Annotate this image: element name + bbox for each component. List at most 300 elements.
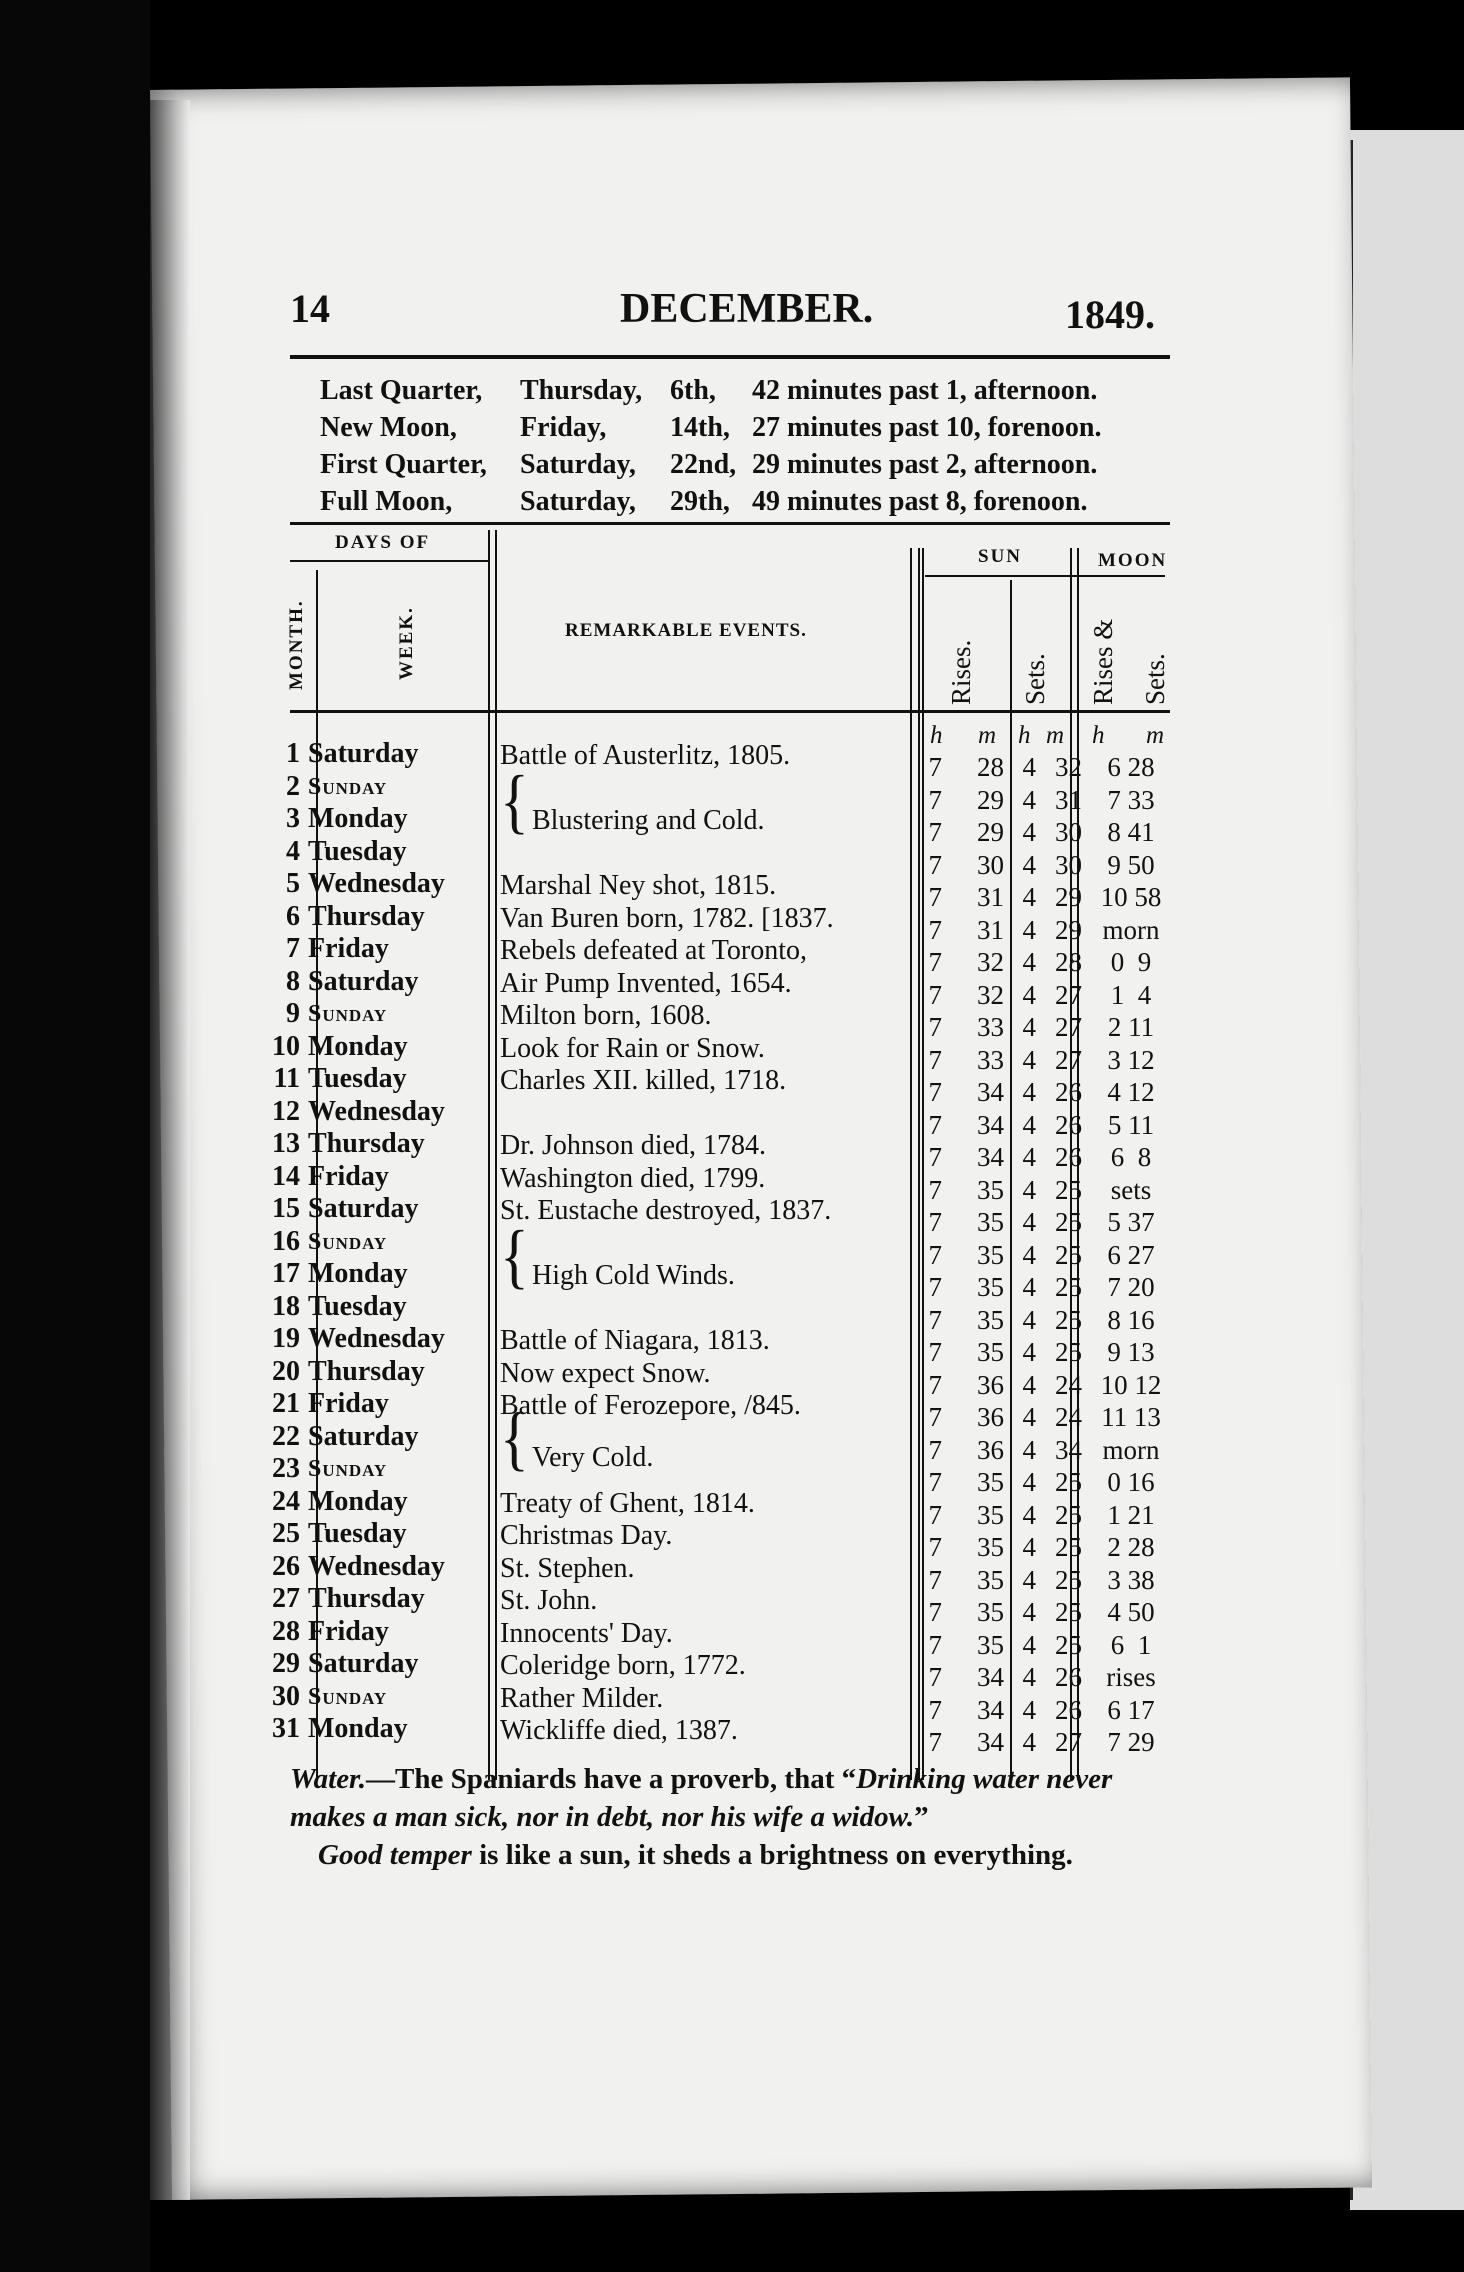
moon-rises-heading: Rises & bbox=[1088, 618, 1118, 705]
moon-phase-phase: First Quarter, bbox=[320, 449, 487, 480]
header-rule bbox=[290, 355, 1170, 359]
moon-time: 5 37 bbox=[1107, 1207, 1155, 1237]
day-of-week: Tuesday bbox=[308, 1063, 407, 1094]
sunset-hour: 4 bbox=[1022, 1369, 1036, 1400]
event-text: Coleridge born, 1772. bbox=[500, 1650, 746, 1681]
sunrise-minute: 32 bbox=[977, 979, 1004, 1010]
day-of-month: 8 bbox=[286, 965, 300, 997]
sunset-minute: 25 bbox=[1055, 1597, 1082, 1627]
sunset-hour: 4 bbox=[1022, 1304, 1036, 1335]
water-text: —The Spaniards have a proverb, that “ bbox=[366, 1763, 857, 1795]
temper-text: is like a sun, it sheds a brightness on everything. bbox=[471, 1839, 1073, 1871]
temper-note bbox=[290, 1836, 1170, 1874]
day-of-month: 26 bbox=[272, 1550, 300, 1582]
moon-phase-day: Thursday, bbox=[520, 375, 643, 406]
sunset-hour: 4 bbox=[1022, 1337, 1036, 1367]
sunrise-hour: 7 bbox=[928, 1727, 942, 1757]
sunset-hour: 4 bbox=[1022, 1142, 1036, 1172]
water-title: Water. bbox=[290, 1763, 366, 1795]
sunset-hour: 4 bbox=[1022, 1694, 1036, 1725]
event-text: Treaty of Ghent, 1814. bbox=[500, 1487, 755, 1519]
sunset-hour: 4 bbox=[1022, 979, 1036, 1010]
sunrise-hour: 7 bbox=[928, 752, 942, 782]
sunrise-minute: 35 bbox=[977, 1337, 1004, 1367]
sunset-hour: 4 bbox=[1022, 849, 1036, 880]
sunset-minute: 29 bbox=[1055, 914, 1082, 945]
sunset-hour: 4 bbox=[1022, 1012, 1036, 1042]
sunset-minute: 29 bbox=[1055, 882, 1082, 912]
sunrise-hour: 7 bbox=[928, 1174, 942, 1205]
moon-time: 8 16 bbox=[1107, 1304, 1155, 1335]
moon-time: 6 1 bbox=[1110, 1629, 1152, 1660]
sunrise-minute: 35 bbox=[977, 1207, 1004, 1237]
moon-time: 3 38 bbox=[1107, 1564, 1155, 1595]
moon-phase-time: 29 minutes past 2, afternoon. bbox=[752, 449, 1098, 480]
day-of-month: 21 bbox=[272, 1388, 300, 1419]
sun-heading: SUN bbox=[978, 546, 1023, 567]
day-of-week: Tuesday bbox=[308, 1290, 407, 1322]
sunset-minute: 26 bbox=[1055, 1694, 1082, 1725]
water-quote-end: ” bbox=[914, 1801, 929, 1833]
day-of-month: 18 bbox=[272, 1290, 300, 1322]
moon-time: 10 12 bbox=[1100, 1369, 1162, 1400]
sunrise-minute: 35 bbox=[977, 1467, 1004, 1497]
sunrise-hour: 7 bbox=[928, 849, 942, 880]
day-of-month: 11 bbox=[273, 1063, 300, 1094]
sunset-heading: Sets. bbox=[1020, 653, 1050, 705]
event-text: Very Cold. bbox=[532, 1442, 654, 1473]
moon-phase-row bbox=[320, 372, 1190, 409]
day-of-month: 3 bbox=[286, 803, 300, 834]
moon-m-unit: m bbox=[1146, 722, 1165, 749]
day-of-month: 30 bbox=[272, 1680, 300, 1712]
sunset-minute: 25 bbox=[1055, 1304, 1082, 1335]
sunrise-m-unit: m bbox=[978, 722, 997, 749]
moon-phase-time: 49 minutes past 8, forenoon. bbox=[752, 486, 1088, 517]
moon-phase-date: 14th, bbox=[670, 412, 730, 443]
sunrise-hour: 7 bbox=[928, 1077, 942, 1107]
event-text: Battle of Ferozepore, /845. bbox=[500, 1390, 801, 1421]
sunrise-hour: 7 bbox=[928, 1109, 942, 1140]
sunset-hour: 4 bbox=[1022, 1727, 1036, 1757]
moon-phases bbox=[320, 372, 1190, 520]
moon-time: 9 13 bbox=[1107, 1337, 1155, 1367]
moon-heading: MOON bbox=[1098, 550, 1168, 571]
moon-phase-date: 6th, bbox=[670, 375, 716, 406]
sunset-minute: 25 bbox=[1055, 1564, 1082, 1595]
moon-phase-row bbox=[320, 446, 1190, 483]
sunrise-hour: 7 bbox=[928, 784, 942, 815]
sunrise-hour: 7 bbox=[928, 914, 942, 945]
moon-time: 6 8 bbox=[1110, 1142, 1152, 1172]
brace-mark: { bbox=[500, 761, 529, 841]
event-text: Air Pump Invented, 1654. bbox=[500, 967, 792, 999]
sunset-minute: 25 bbox=[1055, 1532, 1082, 1562]
sunset-hour: 4 bbox=[1022, 1662, 1036, 1692]
moon-phase-time: 42 minutes past 1, afternoon. bbox=[752, 375, 1098, 406]
water-quote: Drinking water never makes a man sick, nor in debt, nor his wife a widow. bbox=[290, 1763, 1113, 1833]
moon-phase-day: Saturday, bbox=[520, 486, 636, 517]
sunrise-minute: 31 bbox=[977, 882, 1004, 912]
day-of-month: 2 bbox=[286, 770, 300, 802]
sunrise-minute: 35 bbox=[977, 1304, 1004, 1335]
sunrise-hour: 7 bbox=[928, 979, 942, 1010]
moon-phase-date: 29th, bbox=[670, 486, 730, 517]
event-text: Now expect Snow. bbox=[500, 1357, 711, 1389]
sunset-hour: 4 bbox=[1022, 1044, 1036, 1075]
moon-time: 7 33 bbox=[1107, 784, 1155, 815]
sunset-hour: 4 bbox=[1022, 1434, 1036, 1465]
sunset-hour: 4 bbox=[1022, 1272, 1036, 1302]
event-text: Blustering and Cold. bbox=[532, 805, 765, 836]
brace-mark: { bbox=[500, 1398, 529, 1478]
day-of-month: 20 bbox=[272, 1355, 300, 1387]
days-of-heading: DAYS OF bbox=[335, 532, 431, 553]
sunrise-minute: 33 bbox=[977, 1044, 1004, 1075]
sunrise-minute: 35 bbox=[977, 1272, 1004, 1302]
event-text: St. Eustache destroyed, 1837. bbox=[500, 1195, 832, 1226]
sunrise-minute: 29 bbox=[977, 817, 1004, 847]
event-text: Van Buren born, 1782. [1837. bbox=[500, 902, 834, 934]
sunrise-minute: 35 bbox=[977, 1532, 1004, 1562]
day-of-week: Wednesday bbox=[308, 1550, 445, 1582]
sunset-minute: 25 bbox=[1055, 1239, 1082, 1270]
day-of-month: 9 bbox=[286, 998, 300, 1029]
moon-phase-day: Saturday, bbox=[520, 449, 636, 480]
sunrise-hour: 7 bbox=[928, 1662, 942, 1692]
day-of-month: 16 bbox=[272, 1225, 300, 1257]
event-text: Wickliffe died, 1387. bbox=[500, 1715, 738, 1746]
brace-mark: { bbox=[500, 1216, 529, 1296]
sunset-minute: 25 bbox=[1055, 1207, 1082, 1237]
day-of-month: 15 bbox=[272, 1193, 300, 1224]
week-col-line-1 bbox=[488, 530, 490, 1780]
sunrise-hour: 7 bbox=[928, 1564, 942, 1595]
event-text: Battle of Niagara, 1813. bbox=[500, 1325, 770, 1356]
moon-time: 10 58 bbox=[1100, 882, 1162, 912]
sunrise-hour: 7 bbox=[928, 1142, 942, 1172]
sunset-hour: 4 bbox=[1022, 882, 1036, 912]
sunrise-minute: 30 bbox=[977, 849, 1004, 880]
day-of-month: 4 bbox=[286, 835, 300, 867]
sunset-minute: 30 bbox=[1055, 849, 1082, 880]
moon-time: 4 50 bbox=[1107, 1597, 1155, 1627]
event-text: Christmas Day. bbox=[500, 1520, 673, 1551]
sunset-hour: 4 bbox=[1022, 914, 1036, 945]
moon-time: 1 21 bbox=[1107, 1499, 1155, 1530]
day-of-week: Thursday bbox=[308, 1583, 425, 1614]
moon-time: 0 16 bbox=[1107, 1467, 1155, 1497]
day-of-month: 27 bbox=[272, 1583, 300, 1614]
day-of-week: Monday bbox=[308, 803, 408, 834]
day-of-week: Sunday bbox=[308, 1456, 388, 1482]
sunset-hour: 4 bbox=[1022, 1629, 1036, 1660]
moon-time: 11 13 bbox=[1101, 1402, 1161, 1432]
sunset-minute: 26 bbox=[1055, 1142, 1082, 1172]
event-text: Innocents' Day. bbox=[500, 1617, 673, 1649]
sunset-minute: 25 bbox=[1055, 1629, 1082, 1660]
day-of-week: Wednesday bbox=[308, 868, 445, 899]
day-of-week: Friday bbox=[308, 1615, 389, 1647]
moon-phase-phase: Full Moon, bbox=[320, 486, 453, 517]
sunset-hour: 4 bbox=[1022, 817, 1036, 847]
sunrise-hour: 7 bbox=[928, 1532, 942, 1562]
moon-time: 2 11 bbox=[1107, 1012, 1155, 1042]
event-text: Milton born, 1608. bbox=[500, 1000, 712, 1031]
day-of-month: 6 bbox=[286, 900, 300, 932]
moon-time: 7 29 bbox=[1107, 1727, 1155, 1757]
year: 1849. bbox=[1065, 292, 1155, 337]
day-of-week: Saturday bbox=[308, 1193, 419, 1224]
days-of-rule bbox=[290, 560, 490, 562]
day-of-month: 24 bbox=[272, 1485, 300, 1517]
moon-phase-row bbox=[320, 409, 1190, 446]
table-head-rule bbox=[290, 710, 1170, 713]
moon-time: 7 20 bbox=[1107, 1272, 1155, 1302]
sunrise-minute: 35 bbox=[977, 1239, 1004, 1270]
sunrise-minute: 34 bbox=[977, 1662, 1004, 1692]
day-of-week: Sunday bbox=[308, 773, 388, 800]
sunset-hour: 4 bbox=[1022, 784, 1036, 815]
sunset-hour: 4 bbox=[1022, 947, 1036, 977]
event-text: Rebels defeated at Toronto, bbox=[500, 935, 807, 966]
sunrise-hour: 7 bbox=[928, 817, 942, 847]
sunrise-hour: 7 bbox=[928, 1012, 942, 1042]
day-of-month: 31 bbox=[272, 1713, 300, 1744]
day-of-week: Monday bbox=[308, 1713, 408, 1744]
moon-phase-time: 27 minutes past 10, forenoon. bbox=[752, 412, 1102, 443]
sunset-hour: 4 bbox=[1022, 1174, 1036, 1205]
sunset-hour: 4 bbox=[1022, 1499, 1036, 1530]
moon-time: 9 50 bbox=[1107, 849, 1155, 880]
moon-time: 6 17 bbox=[1107, 1694, 1155, 1725]
day-of-month: 23 bbox=[272, 1453, 300, 1484]
event-text: Look for Rain or Snow. bbox=[500, 1032, 765, 1064]
day-of-week: Thursday bbox=[308, 1355, 425, 1387]
day-of-month: 14 bbox=[272, 1160, 300, 1192]
week-heading: WEEK. bbox=[396, 606, 417, 680]
day-of-week: Thursday bbox=[308, 1128, 425, 1159]
moon-phase-day: Friday, bbox=[520, 412, 607, 443]
moon-time: 4 12 bbox=[1107, 1077, 1155, 1107]
day-of-week: Friday bbox=[308, 1160, 389, 1192]
water-note bbox=[290, 1760, 1170, 1836]
moon-time: morn bbox=[1102, 914, 1160, 945]
temper-title: Good temper bbox=[318, 1839, 472, 1871]
sunset-hour: 4 bbox=[1022, 1467, 1036, 1497]
day-of-week: Saturday bbox=[308, 965, 419, 997]
sunrise-hour: 7 bbox=[928, 1629, 942, 1660]
month-heading: MONTH. bbox=[286, 599, 307, 690]
moon-phase-date: 22nd, bbox=[670, 449, 737, 480]
sunset-minute: 26 bbox=[1055, 1109, 1082, 1140]
events-col-line-1 bbox=[910, 548, 912, 1780]
sunset-hour: 4 bbox=[1022, 1532, 1036, 1562]
page-number: 14 bbox=[290, 286, 330, 331]
day-of-week: Saturday bbox=[308, 1420, 419, 1452]
moon-time: morn bbox=[1102, 1434, 1160, 1465]
sunset-minute: 25 bbox=[1055, 1174, 1082, 1205]
sunrise-minute: 34 bbox=[977, 1694, 1004, 1725]
sunset-minute: 24 bbox=[1055, 1369, 1082, 1400]
sunrise-hour: 7 bbox=[928, 1467, 942, 1497]
sunrise-hour: 7 bbox=[928, 1337, 942, 1367]
moon-time: 1 4 bbox=[1110, 979, 1152, 1010]
event-text: High Cold Winds. bbox=[532, 1260, 735, 1291]
sunrise-minute: 36 bbox=[977, 1369, 1004, 1400]
event-text: St. John. bbox=[500, 1585, 598, 1616]
sunrise-minute: 36 bbox=[977, 1402, 1004, 1432]
sunset-minute: 27 bbox=[1055, 979, 1082, 1010]
day-of-week: Wednesday bbox=[308, 1095, 445, 1127]
sunrise-hour: 7 bbox=[928, 1207, 942, 1237]
sunset-minute: 32 bbox=[1055, 752, 1082, 782]
sunset-m-unit: m bbox=[1046, 722, 1065, 749]
sunrise-minute: 28 bbox=[977, 752, 1004, 782]
day-of-week: Sunday bbox=[308, 1683, 388, 1710]
day-of-month: 19 bbox=[272, 1323, 300, 1354]
sunset-hour: 4 bbox=[1022, 752, 1036, 782]
sunset-hour: 4 bbox=[1022, 1564, 1036, 1595]
sunset-minute: 26 bbox=[1055, 1077, 1082, 1107]
sunrise-hour: 7 bbox=[928, 1402, 942, 1432]
day-of-month: 5 bbox=[286, 868, 300, 899]
day-of-week: Sunday bbox=[308, 1228, 388, 1255]
sunset-hour: 4 bbox=[1022, 1239, 1036, 1270]
sunset-minute: 25 bbox=[1055, 1467, 1082, 1497]
sunrise-hour: 7 bbox=[928, 1694, 942, 1725]
sunset-minute: 27 bbox=[1055, 1012, 1082, 1042]
day-of-week: Tuesday bbox=[308, 1518, 407, 1549]
day-of-month: 10 bbox=[272, 1030, 300, 1062]
scan-background bbox=[0, 0, 150, 2272]
moon-time: rises bbox=[1106, 1662, 1156, 1692]
sunrise-hour: 7 bbox=[928, 1434, 942, 1465]
day-of-month: 22 bbox=[272, 1420, 300, 1452]
event-text: Washington died, 1799. bbox=[500, 1162, 766, 1194]
moon-h-unit: h bbox=[1092, 722, 1105, 749]
day-of-month: 12 bbox=[272, 1095, 300, 1127]
moon-time: 8 41 bbox=[1107, 817, 1155, 847]
day-of-week: Wednesday bbox=[308, 1323, 445, 1354]
day-of-month: 7 bbox=[286, 933, 300, 964]
sunrise-minute: 35 bbox=[977, 1629, 1004, 1660]
sunset-minute: 25 bbox=[1055, 1337, 1082, 1367]
moon-time: 3 12 bbox=[1107, 1044, 1155, 1075]
day-of-week: Saturday bbox=[308, 1648, 419, 1679]
sunset-minute: 30 bbox=[1055, 817, 1082, 847]
sunrise-minute: 35 bbox=[977, 1174, 1004, 1205]
month-title: DECEMBER. bbox=[620, 286, 874, 332]
sunset-hour: 4 bbox=[1022, 1402, 1036, 1432]
day-of-week: Thursday bbox=[308, 900, 425, 932]
moon-time: 0 9 bbox=[1110, 947, 1152, 977]
sunrise-hour: 7 bbox=[928, 1304, 942, 1335]
day-of-month: 1 bbox=[286, 738, 300, 769]
day-of-week: Tuesday bbox=[308, 835, 407, 867]
events-heading: REMARKABLE EVENTS. bbox=[565, 620, 807, 641]
sunset-minute: 31 bbox=[1055, 784, 1082, 815]
sunrise-sunset-line bbox=[1010, 580, 1012, 1780]
sunset-minute: 34 bbox=[1055, 1434, 1082, 1465]
sunrise-minute: 35 bbox=[977, 1564, 1004, 1595]
day-of-week: Monday bbox=[308, 1030, 408, 1062]
sunset-minute: 26 bbox=[1055, 1662, 1082, 1692]
day-of-month: 13 bbox=[272, 1128, 300, 1159]
sunrise-minute: 36 bbox=[977, 1434, 1004, 1465]
sunrise-minute: 34 bbox=[977, 1077, 1004, 1107]
phases-rule bbox=[290, 522, 1170, 525]
day-of-week: Saturday bbox=[308, 738, 419, 769]
day-of-month: 17 bbox=[272, 1258, 300, 1289]
day-of-week: Monday bbox=[308, 1258, 408, 1289]
sunrise-hour: 7 bbox=[928, 1272, 942, 1302]
moon-time: 6 28 bbox=[1107, 752, 1155, 782]
event-text: Rather Milder. bbox=[500, 1682, 664, 1714]
sunset-hour: 4 bbox=[1022, 1109, 1036, 1140]
day-of-month: 29 bbox=[272, 1648, 300, 1679]
moon-sets-heading: Sets. bbox=[1140, 653, 1170, 705]
event-text: Battle of Austerlitz, 1805. bbox=[500, 740, 791, 771]
moon-phase-row bbox=[320, 483, 1190, 520]
book-spine-shadow bbox=[150, 100, 190, 2200]
sun-moon-rule bbox=[925, 575, 1165, 577]
sunset-minute: 25 bbox=[1055, 1499, 1082, 1530]
moon-phase-phase: New Moon, bbox=[320, 412, 457, 443]
moon-time: 6 27 bbox=[1107, 1239, 1155, 1270]
day-of-week: Sunday bbox=[308, 1001, 388, 1027]
sunrise-minute: 31 bbox=[977, 914, 1004, 945]
moon-phase-phase: Last Quarter, bbox=[320, 375, 483, 406]
sunset-minute: 27 bbox=[1055, 1044, 1082, 1075]
footer-notes bbox=[290, 1760, 1170, 1874]
sunrise-hour: 7 bbox=[928, 1499, 942, 1530]
moon-time: 5 11 bbox=[1107, 1109, 1155, 1140]
sunrise-hour: 7 bbox=[928, 1239, 942, 1270]
sunset-minute: 25 bbox=[1055, 1272, 1082, 1302]
sunrise-minute: 34 bbox=[977, 1727, 1004, 1757]
sunset-minute: 24 bbox=[1055, 1402, 1082, 1432]
sunrise-minute: 29 bbox=[977, 784, 1004, 815]
sunset-h-unit: h bbox=[1018, 722, 1031, 749]
sunrise-heading: Rises. bbox=[946, 639, 976, 705]
day-of-month: 25 bbox=[272, 1518, 300, 1549]
sunrise-hour: 7 bbox=[928, 882, 942, 912]
page-header bbox=[290, 285, 1190, 345]
sunrise-hour: 7 bbox=[928, 1044, 942, 1075]
sunrise-minute: 34 bbox=[977, 1109, 1004, 1140]
sunrise-hour: 7 bbox=[928, 1369, 942, 1400]
event-text: Charles XII. killed, 1718. bbox=[500, 1065, 787, 1096]
day-of-week: Friday bbox=[308, 933, 389, 964]
sunset-minute: 28 bbox=[1055, 947, 1082, 977]
sunrise-hour: 7 bbox=[928, 1597, 942, 1627]
week-col-line-2 bbox=[495, 530, 497, 1780]
sunrise-minute: 35 bbox=[977, 1597, 1004, 1627]
day-of-week: Monday bbox=[308, 1485, 408, 1517]
sunset-minute: 27 bbox=[1055, 1727, 1082, 1757]
day-of-week: Friday bbox=[308, 1388, 389, 1419]
sunrise-hour: 7 bbox=[928, 947, 942, 977]
event-text: Dr. Johnson died, 1784. bbox=[500, 1130, 766, 1161]
moon-time: 2 28 bbox=[1107, 1532, 1155, 1562]
sunset-hour: 4 bbox=[1022, 1207, 1036, 1237]
sunrise-minute: 35 bbox=[977, 1499, 1004, 1530]
sunrise-minute: 33 bbox=[977, 1012, 1004, 1042]
day-of-month: 28 bbox=[272, 1615, 300, 1647]
sunrise-h-unit: h bbox=[930, 722, 943, 749]
sunrise-minute: 34 bbox=[977, 1142, 1004, 1172]
